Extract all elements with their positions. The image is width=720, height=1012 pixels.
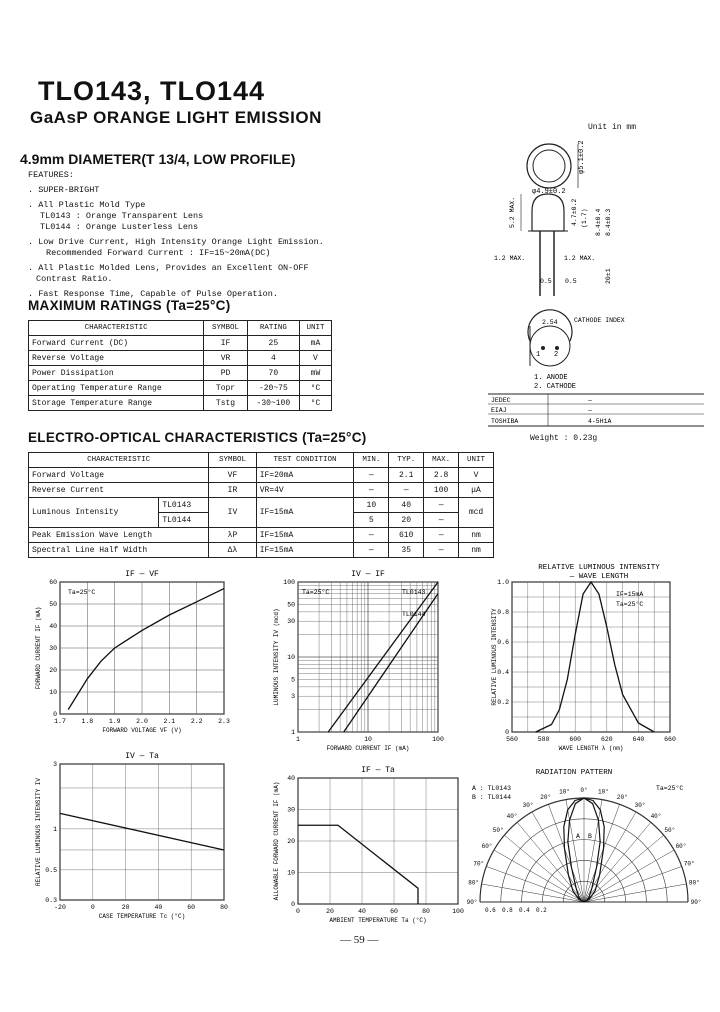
series-line [68, 589, 224, 710]
cell: Operating Temperature Range [29, 381, 204, 396]
cell: Spectral Line Half Width [29, 543, 209, 558]
y-tick-label: 1 [53, 825, 57, 833]
cell: VF [209, 468, 256, 483]
angle-label: 80° [468, 879, 480, 887]
y-tick-label: 3 [53, 761, 57, 768]
dim-label: 0.5 [540, 278, 552, 285]
feature-line: Recommended Forward Current : IF=15~20mA(DC) [46, 248, 271, 258]
y-tick-label: 40 [287, 775, 295, 782]
table-header-row [29, 321, 332, 336]
dim-label: 2.54 [542, 319, 558, 326]
feature-line: . Low Drive Current, High Intensity Orange Light Emission. [28, 237, 324, 247]
y-tick-label: 40 [49, 623, 57, 630]
x-tick-label: 580 [537, 736, 550, 743]
x-tick-label: 60 [390, 908, 398, 915]
cell: V [299, 351, 331, 366]
y-tick-label: 30 [287, 618, 295, 626]
x-tick-label: 2.0 [136, 718, 148, 725]
cell: — [354, 483, 389, 498]
col-header: UNIT [299, 321, 331, 336]
pkg-std-value: 4-5H1A [588, 418, 612, 425]
series-label: B [588, 833, 592, 840]
chart-title: RELATIVE LUMINOUS INTENSITY [538, 564, 660, 572]
cell: Topr [204, 381, 248, 396]
cell: 2.1 [389, 468, 424, 483]
x-tick-label: 40 [358, 908, 366, 915]
dim-label: (1.7) [581, 208, 588, 228]
cell: Δλ [209, 543, 256, 558]
angle-label: 50° [664, 827, 676, 835]
x-tick-label: 2.1 [163, 718, 176, 725]
cell: 5 [354, 513, 389, 528]
y-axis-label: LUMINOUS INTENSITY IV (mcd) [273, 608, 280, 706]
y-axis-label: FORWARD CURRENT IF (mA) [35, 606, 42, 690]
page-subtitle: GaAsP ORANGE LIGHT EMISSION [30, 108, 322, 127]
cell: — [424, 513, 459, 528]
angle-label: 40° [506, 813, 518, 821]
x-tick-label: 600 [569, 736, 582, 743]
y-axis-label: RELATIVE LUMINOUS INTENSITY IV [35, 777, 42, 887]
feature-line: TL0143 : Orange Transparent Lens [40, 211, 204, 221]
radial-tick-label: 0.8 [501, 907, 513, 914]
angle-label: 60° [675, 843, 687, 850]
x-axis-label: WAVE LENGTH λ (nm) [558, 745, 624, 752]
y-tick-label: 0.6 [497, 639, 509, 646]
pkg-std-name: TOSHIBA [491, 418, 519, 425]
x-tick-label: -20 [54, 904, 66, 911]
y-tick-label: 0.4 [497, 669, 509, 676]
y-tick-label: 0.5 [45, 866, 57, 874]
table-row [29, 528, 494, 543]
cell: 35 [389, 543, 424, 558]
pkg-std-value: — [588, 397, 592, 404]
y-tick-label: 0.2 [497, 699, 509, 706]
y-tick-label: 10 [49, 689, 57, 696]
cell: 40 [389, 498, 424, 513]
cell: TL0143 [159, 498, 209, 513]
cell: IF=15mA [256, 528, 354, 543]
table-row [29, 336, 332, 351]
pin-legend: 1. ANODE [534, 374, 568, 382]
table-header-row [29, 453, 494, 468]
eo-heading: ELECTRO-OPTICAL CHARACTERISTICS (Ta=25°C) [28, 430, 367, 445]
series-label: TL0143 [402, 589, 426, 596]
col-header: TEST CONDITION [256, 453, 354, 468]
cell: IV [209, 498, 256, 528]
x-tick-label: 1.8 [81, 718, 94, 725]
if-vf-chart [22, 566, 234, 734]
feature-line: . SUPER-BRIGHT [28, 185, 100, 195]
angle-label: 40° [650, 813, 662, 821]
x-axis-label: CASE TEMPERATURE Tc (°C) [98, 913, 186, 920]
angle-label: 20° [540, 793, 552, 801]
x-tick-label: 80 [422, 908, 430, 915]
y-tick-label: 1.0 [497, 579, 509, 586]
pkg-std-name: EIAJ [491, 407, 507, 414]
angle-label: 90° [466, 899, 478, 906]
feature-line: TL0144 : Orange Lusterless Lens [40, 222, 199, 232]
chart-title: IF — Ta [361, 766, 395, 775]
y-tick-label: 50 [49, 601, 57, 608]
cell: 100 [424, 483, 459, 498]
y-axis-label: RELATIVE LUMINOUS INTENSITY [491, 608, 498, 706]
x-axis-label: AMBIENT TEMPERATURE Ta (°C) [329, 917, 427, 924]
eo-table [28, 452, 494, 558]
y-tick-label: 0.3 [45, 897, 57, 904]
x-tick-label: 40 [154, 904, 163, 911]
col-header: UNIT [459, 453, 494, 468]
y-tick-label: 3 [291, 693, 295, 701]
cathode-index-label: CATHODE INDEX [574, 317, 625, 324]
cell: nm [459, 543, 494, 558]
legend-entry: A : TL0143 [472, 785, 512, 792]
spectrum-chart [484, 562, 716, 754]
y-tick-label: 1 [291, 729, 295, 736]
series-label: A [576, 833, 580, 840]
dim-label: 1.2 MAX. [494, 255, 526, 262]
col-header: RATING [247, 321, 299, 336]
cell: 70 [247, 366, 299, 381]
feature-line: Contrast Ratio. [36, 274, 113, 284]
y-tick-label: 0 [53, 711, 57, 718]
cell: IF [204, 336, 248, 351]
max-ratings-table [28, 320, 332, 411]
dim-label: 1.2 MAX. [564, 255, 596, 262]
radiation-pattern-chart [466, 764, 716, 920]
cell: 610 [389, 528, 424, 543]
cell: — [354, 543, 389, 558]
cell: Reverse Current [29, 483, 209, 498]
iv-ta-chart [22, 744, 234, 924]
y-tick-label: 0 [505, 729, 509, 736]
chart-annotation: Ta=25°C [302, 589, 330, 596]
cell: λP [209, 528, 256, 543]
table-row [29, 381, 332, 396]
table-row [29, 351, 332, 366]
x-tick-label: 0 [296, 908, 300, 915]
cell: 4 [247, 351, 299, 366]
chart-title: IV — IF [351, 570, 385, 579]
cell: 25 [247, 336, 299, 351]
x-axis-label: FORWARD CURRENT IF (mA) [326, 745, 410, 752]
cell: μA [459, 483, 494, 498]
y-tick-label: 100 [283, 579, 295, 586]
package-drawing [488, 136, 708, 436]
y-tick-label: 30 [287, 806, 295, 814]
x-tick-label: 100 [432, 736, 444, 743]
cell: Reverse Voltage [29, 351, 204, 366]
cell: °C [299, 396, 331, 411]
cell: VR=4V [256, 483, 354, 498]
x-tick-label: 80 [220, 904, 228, 911]
dim-label: 0.5 [565, 278, 577, 285]
x-tick-label: 1.7 [54, 718, 66, 725]
max-ratings-heading: MAXIMUM RATINGS (Ta=25°C) [28, 298, 231, 313]
dim-label: 20±1 [605, 268, 612, 284]
angle-label: 30° [522, 802, 534, 810]
if-ta-chart [262, 764, 472, 924]
x-tick-label: 2.3 [218, 718, 230, 725]
y-tick-label: 10 [287, 869, 295, 877]
pin-legend: 2. CATHODE [534, 383, 577, 391]
chart-title: IV — Ta [125, 752, 159, 761]
chart-annotation: Ta=25°C [656, 785, 684, 792]
cell: Power Dissipation [29, 366, 204, 381]
dim-label: φ5.1±0.2 [578, 140, 586, 174]
feature-line: . All Plastic Mold Type [28, 200, 146, 210]
pin-label: 2 [554, 351, 559, 359]
angle-label: 10° [598, 788, 609, 796]
cell: Peak Emission Wave Length [29, 528, 209, 543]
cell: nm [459, 528, 494, 543]
cell: — [354, 468, 389, 483]
cell: Storage Temperature Range [29, 396, 204, 411]
features-list [28, 170, 324, 300]
y-tick-label: 0.8 [497, 609, 509, 616]
feature-line: . Fast Response Time, Capable of Pulse Operation. [28, 289, 278, 299]
x-tick-label: 60 [187, 904, 196, 911]
col-header: MIN. [354, 453, 389, 468]
cell: 10 [354, 498, 389, 513]
cell: -30~100 [247, 396, 299, 411]
y-tick-label: 60 [49, 579, 57, 586]
chart-title: — WAVE LENGTH [569, 573, 629, 581]
chart-title: RADIATION PATTERN [535, 769, 613, 777]
table-row [29, 498, 494, 513]
x-tick-label: 620 [600, 736, 613, 743]
y-tick-label: 20 [49, 667, 57, 674]
cell: Tstg [204, 396, 248, 411]
radial-tick-label: 0.2 [535, 907, 547, 914]
feature-line: . All Plastic Molded Lens, Provides an Excellent ON-OFF [28, 263, 309, 273]
x-tick-label: 1.9 [108, 718, 121, 725]
chart-annotation: Ta=25°C [68, 589, 96, 596]
dim-label: 4.7±0.2 [571, 198, 578, 226]
pin-label: 1 [536, 351, 541, 359]
angle-label: 0° [580, 787, 588, 794]
diameter-heading: 4.9mm DIAMETER(T 13/4, LOW PROFILE) [20, 151, 296, 167]
cell: 20 [389, 513, 424, 528]
table-row [29, 543, 494, 558]
cell: TL0144 [159, 513, 209, 528]
page-number: — 59 — [340, 934, 379, 946]
cell: IF=15mA [256, 498, 354, 528]
col-header: CHARACTERISTIC [29, 321, 204, 336]
col-header: TYP. [389, 453, 424, 468]
cell: IF=15mA [256, 543, 354, 558]
y-tick-label: 5 [291, 676, 295, 684]
pkg-std-name: JEDEC [491, 397, 511, 404]
cell: °C [299, 381, 331, 396]
cell: 2.8 [424, 468, 459, 483]
series-line [298, 825, 418, 904]
cell: IF=20mA [256, 468, 354, 483]
angle-label: 10° [559, 788, 570, 796]
legend-entry: B : TL0144 [472, 794, 512, 801]
series-label: TL0144 [402, 611, 426, 618]
col-header: SYMBOL [204, 321, 248, 336]
radial-tick-label: 0.6 [484, 907, 496, 914]
cell: — [354, 528, 389, 543]
table-row [29, 366, 332, 381]
radial-tick-label: 0.4 [518, 907, 530, 914]
x-tick-label: 2.2 [190, 718, 203, 725]
x-axis-label: FORWARD VOLTAGE VF (V) [102, 727, 182, 734]
cell: V [459, 468, 494, 483]
dim-label: 5.2 MAX. [509, 196, 516, 228]
col-header: MAX. [424, 453, 459, 468]
cell: Forward Voltage [29, 468, 209, 483]
angle-label: 70° [473, 860, 485, 868]
chart-annotation: Ta=25°C [616, 601, 644, 608]
y-tick-label: 10 [287, 654, 295, 661]
table-row [29, 468, 494, 483]
x-tick-label: 20 [326, 908, 334, 915]
cell: — [389, 483, 424, 498]
y-tick-label: 20 [287, 838, 295, 845]
unit-note: Unit in mm [588, 123, 637, 132]
x-tick-label: 0 [90, 904, 95, 911]
y-tick-label: 50 [287, 601, 295, 609]
cell: Forward Current (DC) [29, 336, 204, 351]
angle-label: 70° [683, 860, 695, 868]
cell: Luminous Intensity [29, 498, 159, 528]
cell: mA [299, 336, 331, 351]
angle-label: 50° [492, 827, 504, 835]
table-row [29, 396, 332, 411]
cell: — [424, 528, 459, 543]
col-header: CHARACTERISTIC [29, 453, 209, 468]
x-tick-label: 560 [506, 736, 518, 743]
page-title: TLO143, TLO144 [38, 76, 266, 106]
y-axis-label: ALLOWABLE FORWARD CURRENT IF (mA) [273, 781, 280, 901]
cell: mW [299, 366, 331, 381]
dim-label: φ4.9±0.2 [532, 188, 566, 196]
cell: VR [204, 351, 248, 366]
chart-title: IF — VF [125, 570, 159, 579]
y-tick-label: 30 [49, 645, 57, 652]
cell: mcd [459, 498, 494, 528]
angle-label: 80° [688, 879, 700, 887]
angle-label: 20° [616, 793, 628, 801]
dim-label: 8.4±0.3 [605, 208, 612, 236]
feature-line: FEATURES: [28, 170, 74, 180]
angle-label: 90° [690, 899, 702, 906]
x-tick-label: 10 [364, 736, 372, 743]
y-tick-label: 0 [291, 901, 295, 908]
angle-label: 60° [481, 843, 493, 850]
col-header: SYMBOL [209, 453, 256, 468]
x-tick-label: 100 [452, 908, 464, 915]
x-tick-label: 660 [664, 736, 676, 743]
table-row [29, 483, 494, 498]
series-line [60, 813, 224, 850]
dim-label: 8.4±0.4 [595, 208, 602, 236]
angle-label: 30° [634, 802, 646, 810]
cell: — [424, 498, 459, 513]
chart-annotation: IF=15mA [616, 591, 644, 598]
cell: PD [204, 366, 248, 381]
x-tick-label: 20 [121, 904, 130, 911]
weight-note: Weight : 0.23g [530, 434, 598, 443]
iv-if-chart [262, 566, 472, 754]
pkg-std-value: — [588, 407, 592, 414]
x-tick-label: 1 [296, 736, 300, 743]
x-tick-label: 640 [632, 736, 645, 743]
cell: — [424, 543, 459, 558]
cell: -20~75 [247, 381, 299, 396]
cell: IR [209, 483, 256, 498]
